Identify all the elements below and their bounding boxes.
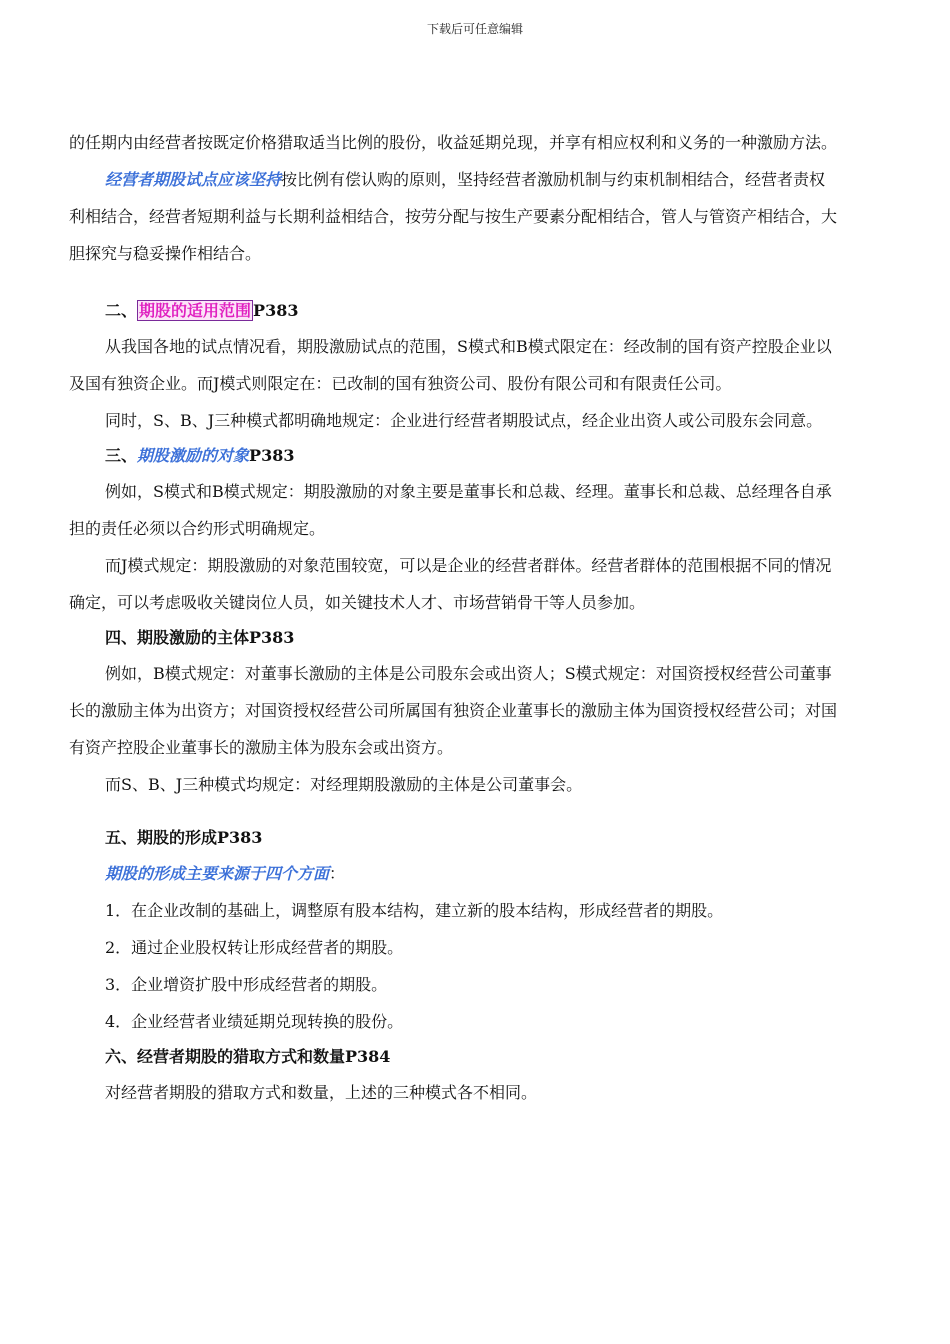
list-item: 4．企业经营者业绩延期兑现转换的股份。 <box>105 1012 404 1031</box>
section-number: 三、 <box>105 446 138 465</box>
section-4-heading: 四、期股激励的主体P383 <box>105 628 295 647</box>
spacer <box>69 803 841 821</box>
emphasis-text: 期股的形成主要来源于四个方面 <box>105 864 330 883</box>
emphasis-text: 经营者期股试点应该坚持 <box>105 170 282 189</box>
paragraph-1: 的任期内由经营者按既定价格猎取适当比例的股份，收益延期兑现，并享有相应权利和义务的一种激励方法。 <box>69 133 838 152</box>
highlighted-title: 期股激励的对象 <box>137 446 250 465</box>
section-number: 二、 <box>105 301 138 320</box>
list-item: 2．通过企业股权转让形成经营者的期股。 <box>105 938 404 957</box>
paragraph-5: 例如，S模式和B模式规定：期股激励的对象主要是董事长和总裁、经理。董事长和总裁、总经理各自承担的责任必须以合约形式明确规定。 <box>69 482 832 538</box>
list-item: 3．企业增资扩股中形成经营者的期股。 <box>105 975 388 994</box>
page-ref: P383 <box>253 301 299 320</box>
page-header: 下载后可任意编辑 <box>426 22 523 36</box>
highlighted-title: 期股的适用范围 <box>139 301 252 320</box>
document-body <box>69 124 841 1111</box>
paragraph-4: 同时，S、B、J三种模式都明确地规定：企业进行经营者期股试点，经企业出资人或公司股东会同意。 <box>105 411 823 430</box>
paragraph-7: 例如，B模式规定：对董事长激励的主体是公司股东会或出资人；S模式规定：对国资授权经营公司董事长的激励主体为出资方；对国资授权经营公司所属国有独资企业董事长的激励主体为国资授权经营公司；对国有资产控股企业董事长的激励主体为股东会或出资方。 <box>69 664 838 757</box>
section-2-heading <box>69 294 841 328</box>
paragraph-6: 而J模式规定：期股激励的对象范围较宽，可以是企业的经营者群体。经营者群体的范围根据不同的情况确定，可以考虑吸收关键岗位人员，如关键技术人才、市场营销骨干等人员参加。 <box>69 556 832 612</box>
paragraph-text: ： <box>329 864 346 883</box>
paragraph-8: 而S、B、J三种模式均规定：对经理期股激励的主体是公司董事会。 <box>105 775 583 794</box>
paragraph-text: 按比例有偿认购的原则，坚持经营者激励机制与约束机制相结合，经营者责权利相结合，经营者短期利益与长期利益相结合，按劳分配与按生产要素分配相结合，管人与管资产相结合，大胆探究与稳妥操作相结合。 <box>69 170 838 263</box>
paragraph-2 <box>69 161 841 272</box>
paragraph-3: 从我国各地的试点情况看，期股激励试点的范围，S模式和B模式限定在：经改制的国有资产控股企业以及国有独资企业。而J模式则限定在：已改制的国有独资公司、股份有限公司和有限责任公司。 <box>69 337 832 393</box>
list-item: 1．在企业改制的基础上，调整原有股本结构，建立新的股本结构，形成经营者的期股。 <box>105 901 724 920</box>
section-6-heading: 六、经营者期股的猎取方式和数量P384 <box>105 1047 391 1066</box>
paragraph-10: 对经营者期股的猎取方式和数量，上述的三种模式各不相同。 <box>105 1083 538 1102</box>
page-ref: P383 <box>249 446 295 465</box>
spacer <box>69 272 841 294</box>
section-3-heading <box>69 439 841 473</box>
paragraph-9 <box>69 855 841 892</box>
section-5-heading: 五、期股的形成P383 <box>105 828 263 847</box>
